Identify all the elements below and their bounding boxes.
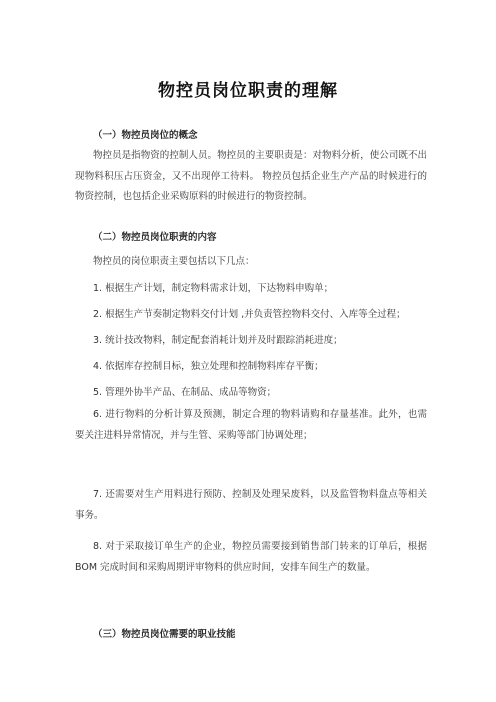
list-item-3: 3. 统计技改物料，制定配套消耗计划并及时跟踪消耗进度； bbox=[93, 335, 343, 346]
list-item-2: 2. 根据生产节奏制定物料交付计划 ,并负责管控物料交付、入库等全过程； bbox=[93, 309, 406, 320]
section-3-heading: （三）物控员岗位需要的职业技能 bbox=[93, 629, 236, 640]
section-2-heading: （二）物控员岗位职责的内容 bbox=[93, 232, 217, 243]
section-1-paragraph: 物控员是指物资的控制人员。物控员的主要职责是：对物料分析，使公司既不出现物料积压占压资金，又不出现停工待料。 物控员包括企业生产产品的时候进行的物资控制，也包括企业采购原料的时候进行的物资控制。 bbox=[75, 150, 427, 202]
list-item-6: 6. 进行物料的分析计算及预测，制定合理的物料请购和存量基准。此外，也需要关注进料异常情况，并与生管、采购等部门协调处理； bbox=[75, 409, 427, 441]
list-item-4: 4. 依据库存控制目标，独立处理和控制物料库存平衡； bbox=[93, 361, 324, 372]
document-title: 物控员岗位职责的理解 bbox=[158, 81, 338, 101]
list-item-8: 8. 对于采取接订单生产的企业，物控员需要接到销售部门转来的订单后，根据 BOM 完成时间和采购周期评审物料的供应时间，安排车间生产的数量。 bbox=[75, 541, 427, 573]
list-item-7: 7. 还需要对生产用料进行预防、控制及处理呆废料，以及监管物料盘点等相关事务。 bbox=[75, 489, 427, 521]
section-2-intro: 物控员的岗位职责主要包括以下几点： bbox=[93, 256, 255, 267]
list-item-1: 1. 根据生产计划，制定物料需求计划，下达物料申购单； bbox=[93, 283, 334, 294]
list-item-5: 5. 管理外协半产品、在制品、成品等物资； bbox=[93, 387, 277, 398]
section-1-heading: （一）物控员岗位的概念 bbox=[93, 130, 198, 141]
